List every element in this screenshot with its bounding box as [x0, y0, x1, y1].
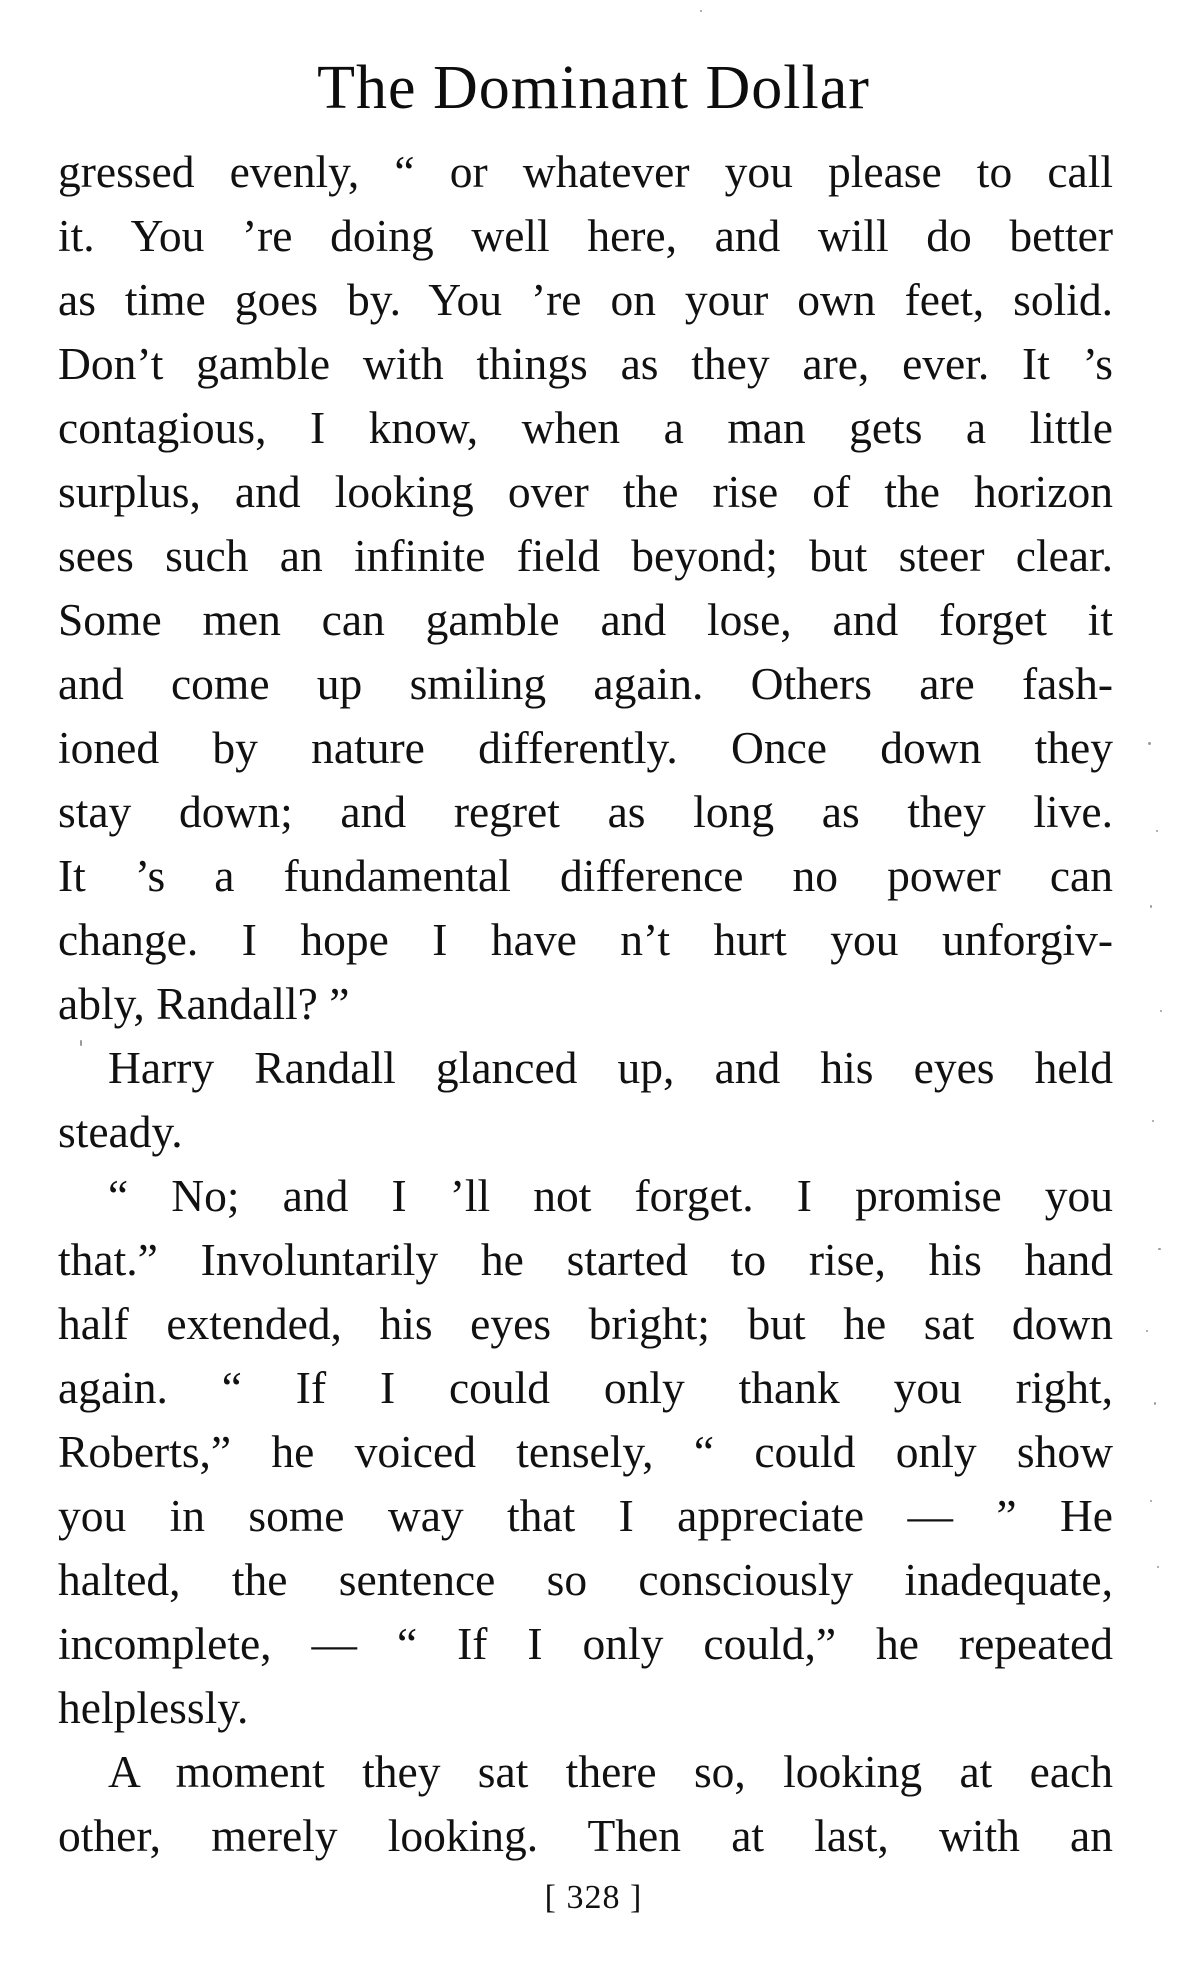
text-line: it. You ’re doing well here, and will do better — [58, 210, 1113, 261]
text-line: surplus, and looking over the rise of the horizon — [58, 466, 1113, 517]
text-line: steady. — [58, 1106, 183, 1157]
text-line: It ’s a fundamental difference no power can — [58, 850, 1113, 901]
text-line: Don’t gamble with things as they are, ever. It ’s — [58, 338, 1113, 389]
running-title: The Dominant Dollar — [317, 54, 870, 122]
text-line: you in some way that I appreciate — ” He — [58, 1490, 1113, 1541]
page-number: [ 328 ] — [544, 1879, 643, 1916]
text-line: other, merely looking. Then at last, with an — [58, 1810, 1113, 1861]
text-line: “ No; and I ’ll not forget. I promise you — [108, 1170, 1113, 1221]
text-line: A moment they sat there so, looking at each — [108, 1746, 1113, 1797]
text-line: contagious, I know, when a man gets a little — [58, 402, 1113, 453]
text-line: Roberts,” he voiced tensely, “ could only show — [58, 1426, 1113, 1477]
text-line: Harry Randall glanced up, and his eyes held — [108, 1042, 1113, 1093]
text-line: as time goes by. You ’re on your own feet, solid. — [58, 274, 1113, 325]
text-line: helplessly. — [58, 1682, 249, 1733]
text-line: change. I hope I have n’t hurt you unforgiv- — [58, 914, 1113, 965]
text-line: Some men can gamble and lose, and forget it — [58, 594, 1113, 645]
text-line: incomplete, — “ If I only could,” he repeated — [58, 1618, 1113, 1669]
text-line: that.” Involuntarily he started to rise, his hand — [58, 1234, 1113, 1285]
text-line: halted, the sentence so consciously inadequate, — [58, 1554, 1113, 1605]
text-line: stay down; and regret as long as they live. — [58, 786, 1113, 837]
text-line: and come up smiling again. Others are fash- — [58, 658, 1113, 709]
text-line: ioned by nature differently. Once down they — [58, 722, 1113, 773]
text-line: again. “ If I could only thank you right, — [58, 1362, 1113, 1413]
text-line: half extended, his eyes bright; but he sat down — [58, 1298, 1113, 1349]
text-line: ably, Randall? ” — [58, 978, 350, 1029]
text-line: sees such an infinite field beyond; but steer clear. — [58, 530, 1113, 581]
text-line: gressed evenly, “ or whatever you please to call — [58, 146, 1113, 197]
